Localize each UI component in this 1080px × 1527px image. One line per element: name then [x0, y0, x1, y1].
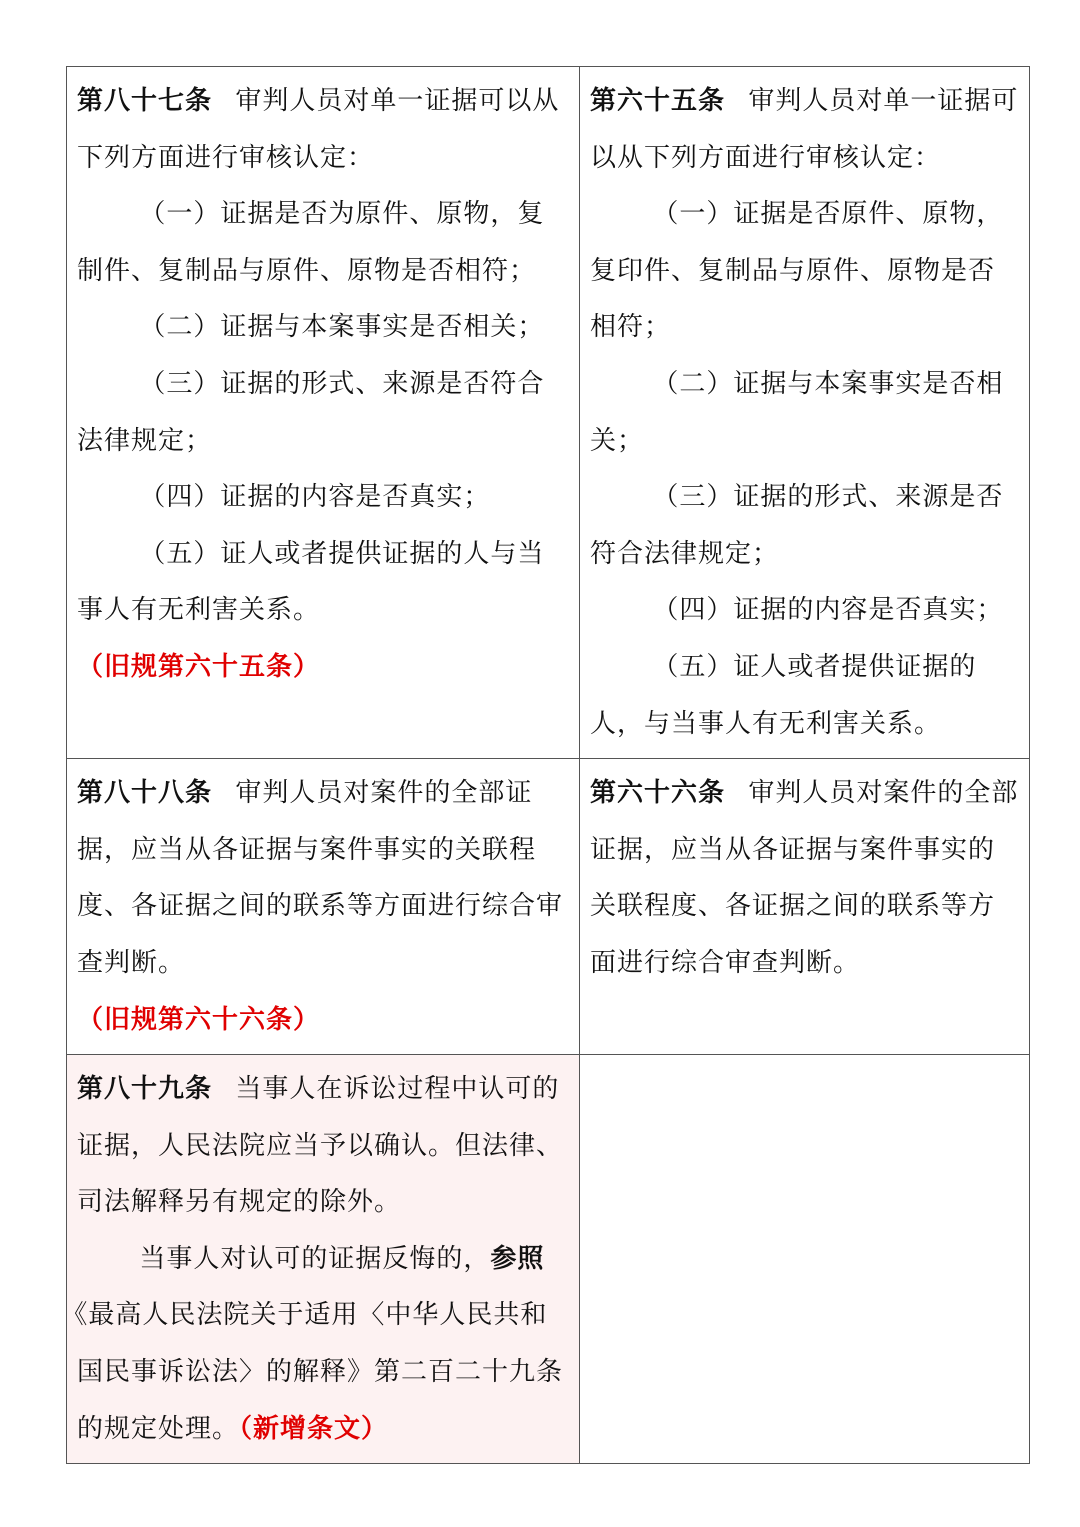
article-paragraph	[77, 765, 569, 991]
article-paragraph	[77, 73, 569, 186]
article-item: （三）证据的形式、来源是否符合法律规定；	[77, 368, 545, 456]
empty-old-cell	[580, 1055, 1030, 1464]
article-paragraph	[590, 765, 1019, 991]
old-article-66-cell	[580, 759, 1030, 1055]
comparison-table	[61, 66, 1030, 1464]
article-item: （四）证据的内容是否真实；	[139, 482, 491, 513]
article-item: （一）证据是否为原件、原物，复制件、复制品与原件、原物是否相符；	[77, 199, 545, 286]
new-article-89-cell	[61, 1055, 580, 1464]
article-title: 第六十六条	[590, 778, 726, 809]
article-paragraph	[77, 1061, 569, 1231]
old-rule-note: （旧规第六十五条）	[77, 651, 321, 682]
old-rule-note: （旧规第六十六条）	[77, 1004, 321, 1035]
paragraph-bold: 参照	[490, 1243, 545, 1274]
new-article-88-cell	[67, 759, 580, 1055]
article-item: （四）证据的内容是否真实；	[652, 595, 1004, 626]
table-row	[67, 67, 1030, 759]
old-article-65-cell	[580, 67, 1030, 759]
article-item: （二）证据与本案事实是否相关；	[590, 368, 1004, 456]
article-title: 第八十九条	[77, 1074, 213, 1105]
new-article-87-cell	[67, 67, 580, 759]
article-paragraph-2	[61, 1231, 569, 1457]
article-body: 当事人在诉讼过程中认可的证据，人民法院应当予以确认。但法律、司法解释另有规定的除外。	[77, 1074, 564, 1218]
article-title: 第八十八条	[77, 778, 213, 809]
article-item: （二）证据与本案事实是否相关；	[139, 312, 545, 343]
table-row	[67, 1055, 1030, 1464]
article-item: （三）证据的形式、来源是否符合法律规定；	[590, 482, 1004, 569]
article-paragraph	[590, 73, 1019, 186]
paragraph-start: 当事人对认可的证据反悔的，	[139, 1243, 491, 1274]
paragraph-rest: 《最高人民法院关于适用〈中华人民共和国民事诉讼法〉的解释》第二百二十九条的规定处理。	[61, 1300, 564, 1444]
article-body: 审判人员对案件的全部证据，应当从各证据与案件事实的关联程度、各证据之间的联系等方面进行综合审查判断。	[77, 778, 564, 978]
article-body: 审判人员对案件的全部证据，应当从各证据与案件事实的关联程度、各证据之间的联系等方面进行综合审查判断。	[590, 778, 1019, 978]
article-item: （五）证人或者提供证据的人，与当事人有无利害关系。	[590, 651, 977, 739]
table-row	[67, 759, 1030, 1055]
article-title: 第六十五条	[590, 86, 726, 116]
article-item: （一）证据是否原件、原物，复印件、复制品与原件、原物是否相符；	[590, 199, 1004, 343]
article-intro: 审判人员对单一证据可以从下列方面进行审核认定：	[77, 86, 560, 173]
article-title: 第八十七条	[77, 86, 213, 116]
article-item: （五）证人或者提供证据的人与当事人有无利害关系。	[77, 538, 545, 626]
article-intro: 审判人员对单一证据可以从下列方面进行审核认定：	[590, 86, 1019, 173]
new-article-note: （新增条文）	[239, 1413, 389, 1444]
